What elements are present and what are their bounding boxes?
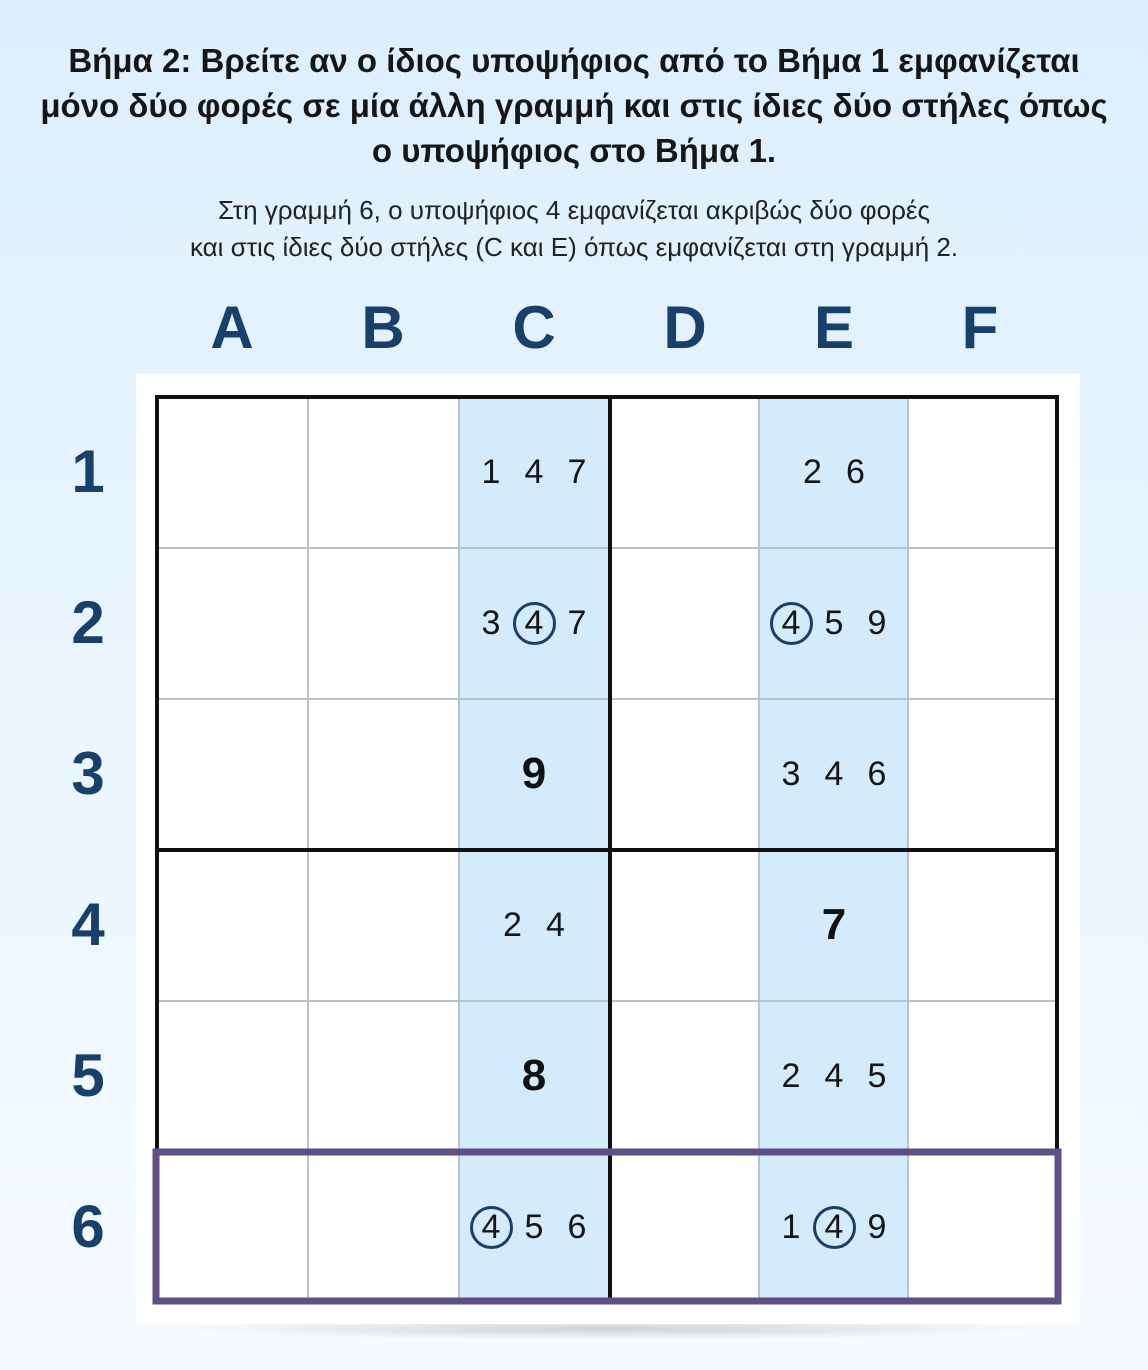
candidate-digit: 4 <box>546 905 565 944</box>
candidate-list <box>770 753 899 796</box>
circled-candidate: 4 <box>813 1206 856 1249</box>
circled-candidate: 4 <box>513 602 556 645</box>
candidate-digit: 1 <box>781 1207 801 1246</box>
cell-e3 <box>759 699 909 849</box>
row-label-5: 5 <box>71 1042 105 1109</box>
candidate-list <box>470 1206 599 1249</box>
row-label-6: 6 <box>71 1193 105 1260</box>
column-label-f: F <box>961 294 999 361</box>
candidate-digit: 6 <box>846 452 865 491</box>
explanation-line-2: και στις ίδιες δύο στήλες (C και E) όπως εμφανίζεται στη γραμμή 2. <box>189 232 959 262</box>
candidate-list <box>791 451 877 494</box>
cell-c5 <box>459 1001 609 1151</box>
step-title: Βήμα 2: Βρείτε αν ο ίδιος υποψήφιος από το Βήμα 1 εμφανίζεται μόνο δύο φορές σε μία άλλη γραμμή και στις ίδιες δύο στήλες όπως ο υποψήφιος στο Βήμα 1. <box>40 42 1108 169</box>
cell-c6 <box>459 1152 609 1302</box>
cell-e1 <box>759 397 909 547</box>
candidate-digit: 9 <box>867 603 887 642</box>
row-label-1: 1 <box>71 438 105 505</box>
column-label-e: E <box>813 294 855 361</box>
cell-c1 <box>459 397 609 547</box>
candidate-list <box>770 602 899 645</box>
candidate-digit: 6 <box>867 754 887 793</box>
candidate-digit: 2 <box>803 452 822 491</box>
candidate-digit: 5 <box>867 1056 887 1095</box>
candidate-digit: 4 <box>824 754 844 793</box>
candidate-digit: 7 <box>567 452 587 491</box>
candidate-digit: 7 <box>567 603 587 642</box>
explanation-line-1: Στη γραμμή 6, ο υποψήφιος 4 εμφανίζεται ακριβώς δύο φορές <box>217 195 931 225</box>
given-digit: 9 <box>521 749 547 798</box>
candidate-digit: 2 <box>781 1056 801 1095</box>
candidate-digit: 5 <box>524 1207 544 1246</box>
cell-e4 <box>759 850 909 1000</box>
cell-e6 <box>759 1152 909 1302</box>
cell-e2 <box>759 548 909 698</box>
candidate-digit: 4 <box>524 452 544 491</box>
candidate-digit: 4 <box>824 1056 844 1095</box>
cell-c3 <box>459 699 609 849</box>
row-label-2: 2 <box>71 589 105 656</box>
circled-candidate: 4 <box>470 1206 513 1249</box>
given-digit: 8 <box>521 1051 547 1100</box>
candidate-list <box>470 451 599 494</box>
given-digit: 7 <box>821 900 847 949</box>
cell-c2 <box>459 548 609 698</box>
candidate-list <box>470 602 599 645</box>
row-label-3: 3 <box>71 740 105 807</box>
candidate-digit: 5 <box>824 603 844 642</box>
candidate-digit: 2 <box>503 905 522 944</box>
column-label-c: C <box>512 294 556 361</box>
candidate-digit: 3 <box>481 603 501 642</box>
cell-e5 <box>759 1001 909 1151</box>
candidate-digit: 9 <box>867 1207 887 1246</box>
column-label-b: B <box>361 294 405 361</box>
candidate-digit: 1 <box>481 452 501 491</box>
row-label-4: 4 <box>71 891 105 958</box>
candidate-list <box>770 1206 899 1249</box>
column-label-a: A <box>210 294 254 361</box>
column-label-d: D <box>663 294 707 361</box>
cell-c4 <box>459 850 609 1000</box>
circled-candidate: 4 <box>770 602 813 645</box>
candidate-list <box>770 1055 899 1098</box>
candidate-list <box>491 904 577 947</box>
candidate-digit: 3 <box>781 754 801 793</box>
candidate-digit: 6 <box>567 1207 587 1246</box>
